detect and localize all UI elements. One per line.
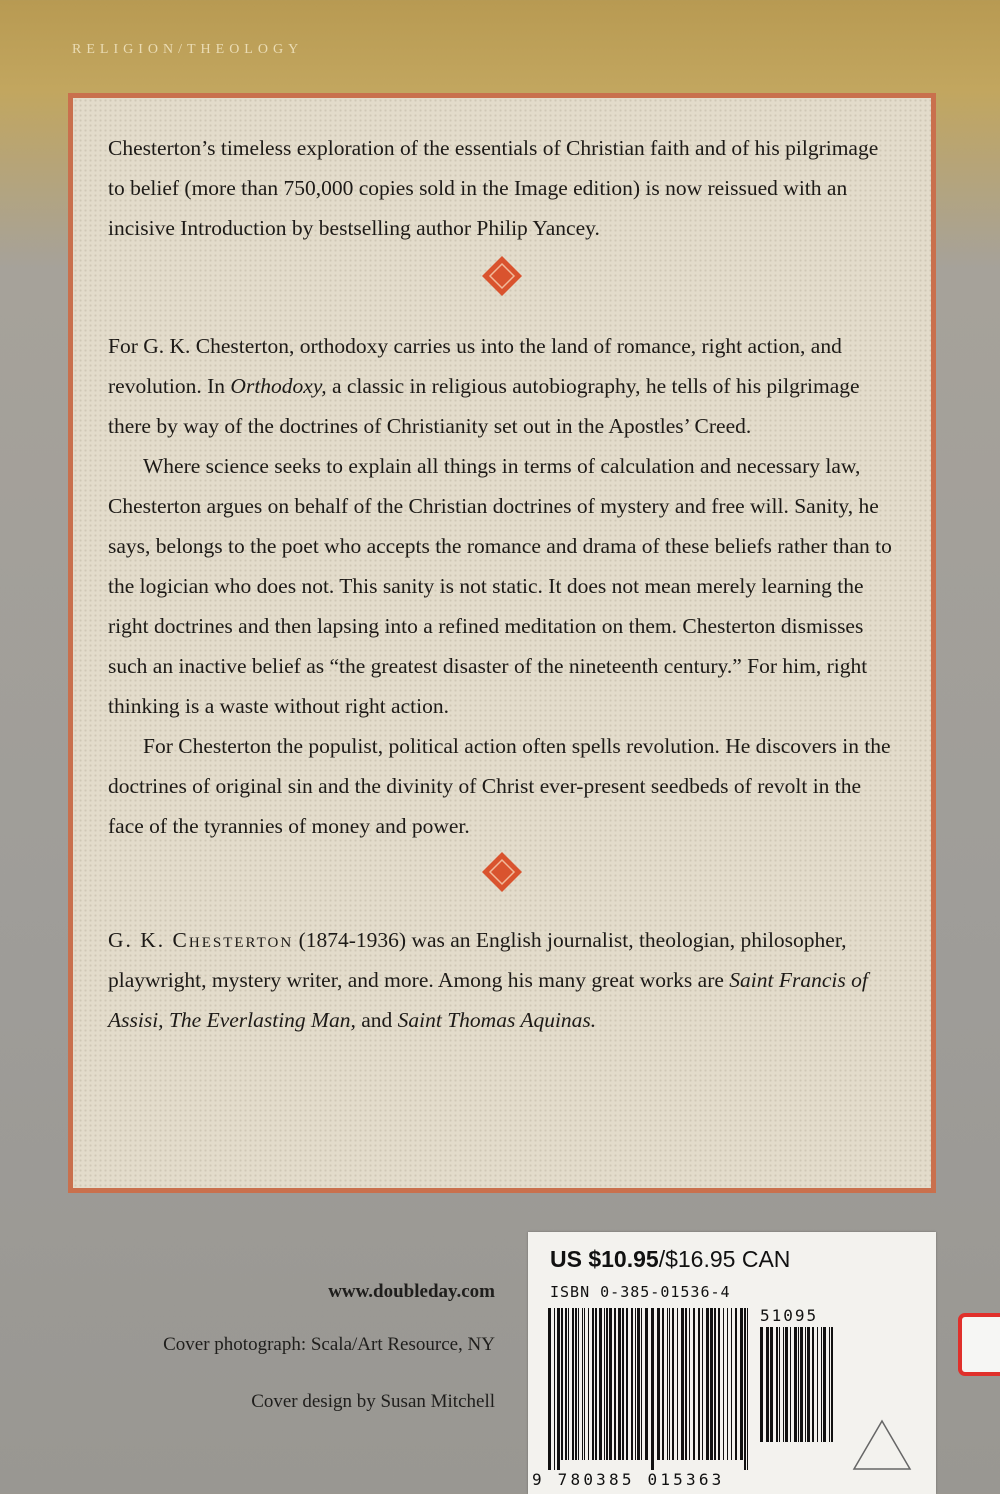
- category-label: RELIGION/THEOLOGY: [72, 42, 304, 57]
- barcode-icon: [546, 1308, 751, 1470]
- price-barcode-label: [528, 1232, 936, 1494]
- barcode-bar: [685, 1308, 687, 1460]
- barcode-bar: [698, 1308, 700, 1460]
- barcode-bar: [575, 1308, 577, 1460]
- barcode-bar: [727, 1308, 728, 1460]
- science-paragraph: Where science seeks to explain all things in terms of calculation and necessary law, Chesterton argues on behalf of the Christian doctrines of mystery and free will. Sanity, he says, belongs to the poet who accepts the romance and drama of these beliefs rather than to the logician who does not. This sanity is not static. It does not mean merely learning the right doctrines and then lapsing into a refined meditation on them. Chesterton dismisses such an inactive belief as “the greatest disaster of the nineteenth century.” For him, right thinking is a waste without right action.: [108, 454, 892, 718]
- barcode-bar: [606, 1308, 608, 1460]
- barcode-bar: [706, 1308, 709, 1460]
- barcode-bar: [710, 1308, 713, 1460]
- barcode-bar: [805, 1327, 806, 1442]
- diamond-ornament-icon: [108, 254, 895, 294]
- barcode-bar: [823, 1327, 826, 1442]
- barcode-bar: [554, 1308, 555, 1470]
- red-sticker-tab: [958, 1313, 1000, 1376]
- barcode-bar: [800, 1327, 803, 1442]
- barcode-bar: [609, 1308, 612, 1460]
- barcode-bar: [618, 1308, 621, 1460]
- barcode-bar: [740, 1308, 743, 1460]
- author-bio: G. K. Chesterton (1874-1936) was an English journalist, theologian, philosopher, playwright, mystery writer, and more. Among his many great works are Saint Francis of Assisi, The Everlasting Man, and Saint Thomas Aquinas.: [108, 928, 868, 1032]
- triangle-icon: [850, 1417, 914, 1473]
- barcode-bar: [645, 1308, 648, 1460]
- barcode-bar: [635, 1308, 636, 1460]
- barcode-bar: [817, 1327, 818, 1442]
- barcode-bar: [595, 1308, 597, 1460]
- barcode-bar: [657, 1308, 660, 1460]
- barcode-bar: [584, 1308, 585, 1460]
- description-panel: [68, 93, 936, 1193]
- website-credit: www.doubleday.com: [328, 1281, 495, 1302]
- barcode-bar: [669, 1308, 670, 1460]
- orthodoxy-paragraph: For G. K. Chesterton, orthodoxy carries us into the land of romance, right action, and revolution. In Orthodoxy, a classic in religious autobiography, he tells of his pilgrimage there by way of the doctrines of Christianity set out in the Apostles’ Creed.: [108, 334, 860, 438]
- barcode-bar: [588, 1308, 589, 1460]
- barcode-bar: [821, 1327, 822, 1442]
- barcode-bar: [807, 1327, 810, 1442]
- barcode-bar: [599, 1308, 602, 1460]
- barcode-bar: [783, 1327, 784, 1442]
- barcode-bar: [812, 1327, 814, 1442]
- price-text: US $10.95/$16.95 CAN: [550, 1246, 791, 1272]
- barcode-bar: [677, 1308, 678, 1460]
- barcode-bar: [614, 1308, 616, 1460]
- barcode-bar: [735, 1308, 737, 1460]
- barcode-bar: [747, 1308, 748, 1470]
- barcode-bar: [557, 1308, 560, 1470]
- barcode-bar: [714, 1308, 716, 1460]
- barcode-bar: [723, 1308, 724, 1460]
- barcode-bar: [718, 1308, 720, 1460]
- intro-paragraph: Chesterton’s timeless exploration of the essentials of Christian faith and of his pilgrimage to belief (more than 750,000 copies sold in the Image edition) is now reissued with an incisive Introduction by bestselling author Philip Yancey.: [108, 136, 879, 240]
- barcode-bar: [548, 1308, 551, 1470]
- addon-code: 51095: [760, 1306, 819, 1325]
- barcode-bar: [766, 1327, 769, 1442]
- barcode-bar: [637, 1308, 640, 1460]
- isbn-text: ISBN 0-385-01536-4: [550, 1283, 731, 1301]
- ean-number: 9 780385 015363: [532, 1470, 725, 1489]
- orthodoxy-title: Orthodoxy,: [230, 374, 327, 398]
- barcode-bar: [626, 1308, 628, 1460]
- barcode-bar: [578, 1308, 579, 1460]
- barcode-bar: [760, 1327, 763, 1442]
- barcode-bar: [776, 1327, 778, 1442]
- barcode-bar: [779, 1327, 780, 1442]
- barcode-bar: [604, 1308, 605, 1460]
- barcode-bar: [592, 1308, 594, 1460]
- barcode-bar: [568, 1308, 569, 1460]
- barcode-bar: [641, 1308, 642, 1460]
- author-name: G. K. Chesterton: [108, 928, 294, 952]
- barcode-bar: [662, 1308, 664, 1460]
- barcode-bar: [681, 1308, 684, 1460]
- barcode-bar: [667, 1308, 668, 1460]
- barcode-bar: [794, 1327, 797, 1442]
- design-credit: Cover design by Susan Mitchell: [251, 1391, 495, 1412]
- barcode-bar: [831, 1327, 833, 1442]
- barcode-bar: [790, 1327, 791, 1442]
- barcode-bar: [731, 1308, 732, 1460]
- barcode-bar: [631, 1308, 633, 1460]
- barcode-bar: [770, 1327, 773, 1442]
- barcode-bar: [582, 1308, 583, 1460]
- barcode-bar: [829, 1327, 830, 1442]
- barcode-bar: [651, 1308, 654, 1470]
- barcode-bar: [565, 1308, 567, 1460]
- populist-paragraph: For Chesterton the populist, political action often spells revolution. He discovers in the doctrines of original sin and the divinity of Christ ever-present seedbeds of revolt in the face of the tyrannies of money and power.: [108, 734, 891, 838]
- barcode-bar: [561, 1308, 563, 1460]
- addon-barcode-icon: [758, 1327, 838, 1452]
- barcode-bar: [622, 1308, 624, 1460]
- barcode-bar: [744, 1308, 746, 1470]
- barcode-bar: [672, 1308, 674, 1460]
- barcode-bar: [693, 1308, 695, 1460]
- barcode-bar: [572, 1308, 574, 1460]
- barcode-bar: [689, 1308, 690, 1460]
- barcode-bar: [785, 1327, 788, 1442]
- diamond-ornament-icon: [108, 850, 895, 890]
- photo-credit: Cover photograph: Scala/Art Resource, NY: [163, 1334, 495, 1355]
- barcode-bar: [702, 1308, 703, 1460]
- barcode-bar: [798, 1327, 799, 1442]
